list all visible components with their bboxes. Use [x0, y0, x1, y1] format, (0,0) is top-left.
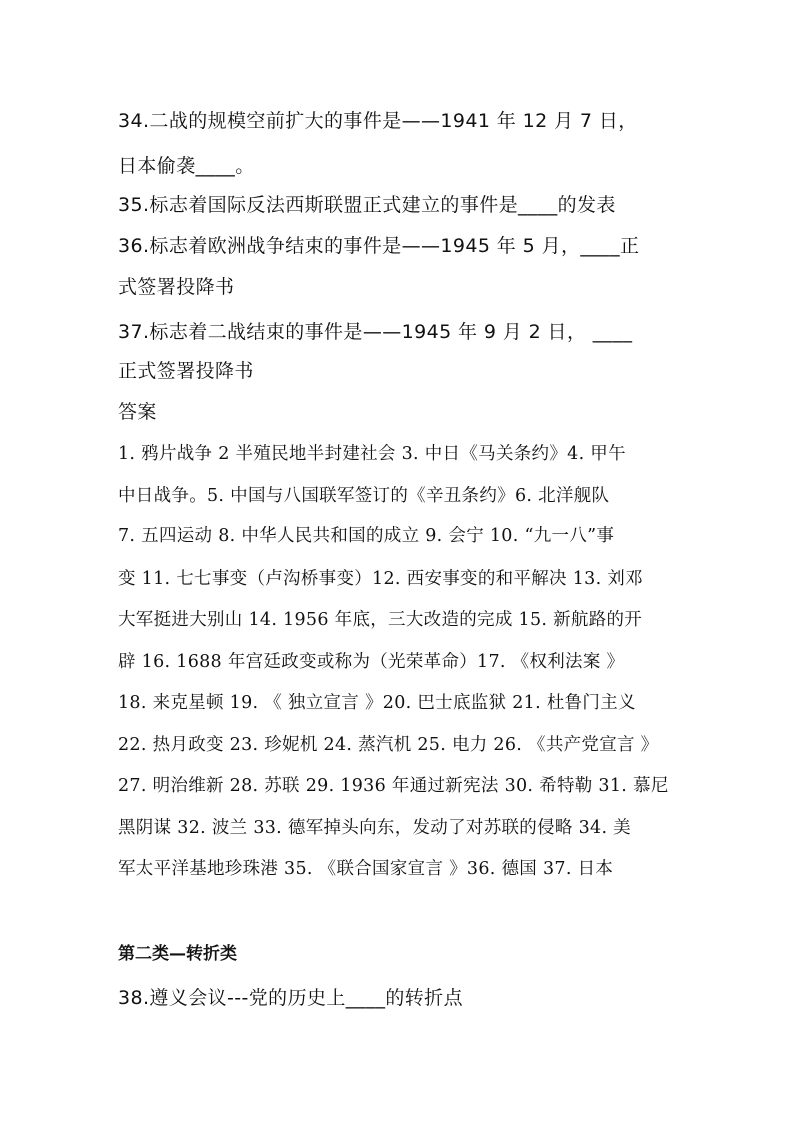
answer-line: 中日战争。5. 中国与八国联军签订的《辛丑条约》6. 北洋舰队 — [118, 486, 610, 506]
question-35: 35.标志着国际反法西斯联盟正式建立的事件是____的发表 — [118, 194, 616, 216]
answer-line: 18. 来克星顿 19. 《 独立宣言 》20. 巴士底监狱 21. 杜鲁门主义 — [118, 693, 636, 713]
question-37-line-1: 37.标志着二战结束的事件是——1945 年 9 月 2 日， ____ — [118, 321, 633, 343]
question-38: 38.遵义会议---党的历史上____的转折点 — [118, 987, 463, 1009]
question-36-line-1: 36.标志着欧洲战争结束的事件是——1945 年 5 月，____正 — [118, 235, 640, 257]
answer-line: 22. 热月政变 23. 珍妮机 24. 蒸汽机 25. 电力 26. 《共产党宣言 》 — [118, 735, 659, 755]
question-37-line-2: 正式签署投降书 — [118, 360, 254, 382]
answer-line: 27. 明治维新 28. 苏联 29. 1936 年通过新宪法 30. 希特勒 31. 慕尼 — [118, 776, 669, 796]
answer-line: 7. 五四运动 8. 中华人民共和国的成立 9. 会宁 10. “九一八”事 — [118, 526, 615, 546]
answer-line: 大军挺进大别山 14. 1956 年底，三大改造的完成 15. 新航路的开 — [118, 610, 643, 630]
question-34-line-1: 34.二战的规模空前扩大的事件是——1941 年 12 月 7 日， — [118, 110, 638, 132]
section-heading: 第二类—转折类 — [118, 944, 237, 964]
answer-line: 军太平洋基地珍珠港 35. 《联合国家宣言 》36. 德国 37. 日本 — [118, 859, 614, 879]
question-34-line-2: 日本偷袭____。 — [118, 155, 255, 177]
question-36-line-2: 式签署投降书 — [118, 276, 235, 298]
answer-heading: 答案 — [118, 401, 157, 423]
answer-line: 辟 16. 1688 年宫廷政变或称为（光荣革命）17. 《权利法案 》 — [118, 652, 625, 672]
answer-line: 1. 鸦片战争 2 半殖民地半封建社会 3. 中日《马关条约》4. 甲午 — [118, 444, 626, 464]
answer-line: 黑阴谋 32. 波兰 33. 德军掉头向东，发动了对苏联的侵略 34. 美 — [118, 818, 631, 838]
answer-line: 变 11. 七七事变（卢沟桥事变）12. 西安事变的和平解决 13. 刘邓 — [118, 569, 643, 589]
